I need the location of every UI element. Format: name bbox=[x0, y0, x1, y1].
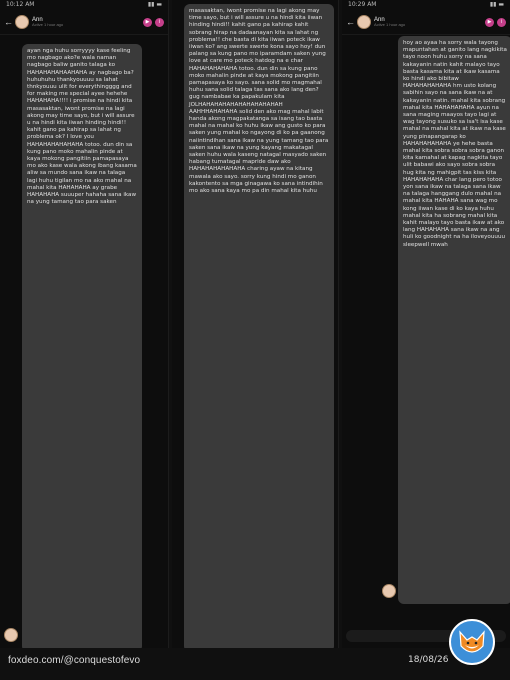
status-bar bbox=[0, 0, 168, 10]
chat-header bbox=[0, 10, 168, 35]
date-stamp: 18/08/26 bbox=[408, 655, 449, 665]
contact-info[interactable] bbox=[32, 17, 140, 27]
video-call-icon[interactable]: ▶ bbox=[143, 18, 152, 27]
fox-logo-icon bbox=[448, 618, 496, 666]
status-time: 10:12 AM bbox=[6, 1, 35, 8]
status-icons: ▮▮ ▬ bbox=[489, 1, 504, 8]
avatar[interactable] bbox=[357, 15, 371, 29]
status-icons: ▮▮ ▬ bbox=[147, 1, 162, 8]
contact-status: Active 1 hour ago bbox=[32, 22, 64, 27]
sender-avatar bbox=[382, 584, 396, 598]
video-call-icon[interactable]: ▶ bbox=[485, 18, 494, 27]
contact-name: Ann bbox=[32, 17, 43, 23]
contact-name: Ann bbox=[374, 17, 385, 23]
sender-avatar bbox=[4, 628, 18, 642]
contact-status: Active 1 hour ago bbox=[374, 22, 406, 27]
arrow-back-icon[interactable]: ← bbox=[4, 17, 13, 27]
message-bubble: masasaktan, iwont promise na lagi akong may time sayo, but i will assure u na hindi kita iiwan hinding hindi!! kahit gano pa kahirap kahit sobrang hirap na dadaanayan kita sa lahat ng problema!! che basta di kita iiwan poteck ikaw iiwan ko? ang swerte swerte kona sayo hoy! dun palang sa kung pano mo iparamdam saken yung love at care mo poteck hatdog na e char HAHAHAHAHAHA totoo. dun din sa kung pano moko mahalin pinde at kaya mokong pangitiin pamapasaya ko sayo. sana solid mo magmahal huhu sana solid talaga tas sana ako lang den?gug nambabae ka papakulam kita JOLHAHAHAHAHAHAHAHAHAHAH AAHHHAHAHAHA solid den ako mag mahal labit handa akong magpakatanga sa isang tao basta mahal na mahal ko huhu ikaw ang gusto ko para saken yung mahal ko ngayong di ko pa gaanong naiintindihan sana ikaw na yung tamang tao para saken sana ikaw na yung kayang makatagal saken huhu wala kaseng natagal masyado saken habang tumatagal mapride daw ako HAHAHAHAHAHAHA charing ayaw na kitang mawala ako sayo. sorry kung hindi mo ganon kakontento sa mga ginagawa ko sana intindihin mo ako sana kaya mo pa din mahal kita huhu bbox=[184, 4, 334, 648]
info-icon[interactable]: i bbox=[497, 18, 506, 27]
watermark-text: foxdeo.com/@conquestofevo bbox=[8, 655, 141, 666]
chat-screenshot-2 bbox=[172, 0, 339, 648]
info-icon[interactable]: i bbox=[155, 18, 164, 27]
status-bar bbox=[342, 0, 510, 10]
chat-header bbox=[342, 10, 510, 35]
message-bubble: ayan nga huhu sorryyyy kase feeling mo nagbago ako?e wala naman nagbago baliw ganito talaga ko HAHAHAHAHAAHAHA ay nagbago ba?huhuhuhu thankyouuuu sa lahat thnkyouuu ulit for everythingggg and for making me special ayee hehehe HAHAHAHA!!!! i promise na hindi kita masasaktan, iwont promise na lagi akong may time sayo, but i will assure u na hindi kita iiwan hinding hindi!! kahit gano pa kahirap sa lahat ng problema ok? I love you HAHAHAHAHAHAHA totoo. dun din sa kung pano moko mahalin pinde at kaya mokong pangitiin pamapasaya mo ako kase wala akong ibang kasama aliw sa mundo sana ikaw na talaga lagi huhu tigilan mo na ako mahal na mahal kita HAHAHAHA ay grabe HAHAHAHA suuuper hahaha sana ikaw na yung tamang tao para saken bbox=[22, 44, 142, 648]
arrow-back-icon[interactable]: ← bbox=[346, 17, 355, 27]
avatar[interactable] bbox=[15, 15, 29, 29]
contact-info[interactable] bbox=[374, 17, 482, 27]
chat-screenshot-3 bbox=[342, 0, 510, 648]
chat-screenshot-1 bbox=[0, 0, 169, 648]
message-bubble: hoy ao ayaa ha sorry wala tayong mapuntahan at ganito lang nagkikita tayo noon huhu sorry na sana kakayanin natin kahit malayo tayo basta kasama kita at ikaw kasama ko hindi ako bibitaw HAHAHAHAHAHA hm usto kolang sabihin sayo na sana ikaw na at kakayanin natin. mahal kita sobrang mahal kita HAHAHAHAHA ayun na sana maging maayos tayo lagi at wag tayong susuko sa isa't isa kase mahal na mahal kita at ikaw na kase yung pinapangarap ko HAHAHAHAHAHA ye hehe basta mahal kita sobra sobra sobra ganon kita kamahal at kapag nagkita tayo ulit babawi ako sayo sobra sobra hug kita ng mahigpit tas kiss kita HAHAHAHAHA char lang pero totoo yon sana ikaw na talaga sana ikaw na talaga hanggang dulo mahal na mahal kita HAHAHA sana wag mo kong iiwan kase di ko kaya huhu mahal kita ha sobrang mahal kita kahit malayo tayo basta ikaw at ako lang HAHAHAHA sana ikaw na ang huli ko goodnight na ha iloveyouuuu sleepwell mwah bbox=[398, 36, 510, 604]
status-time: 10:29 AM bbox=[348, 1, 377, 8]
